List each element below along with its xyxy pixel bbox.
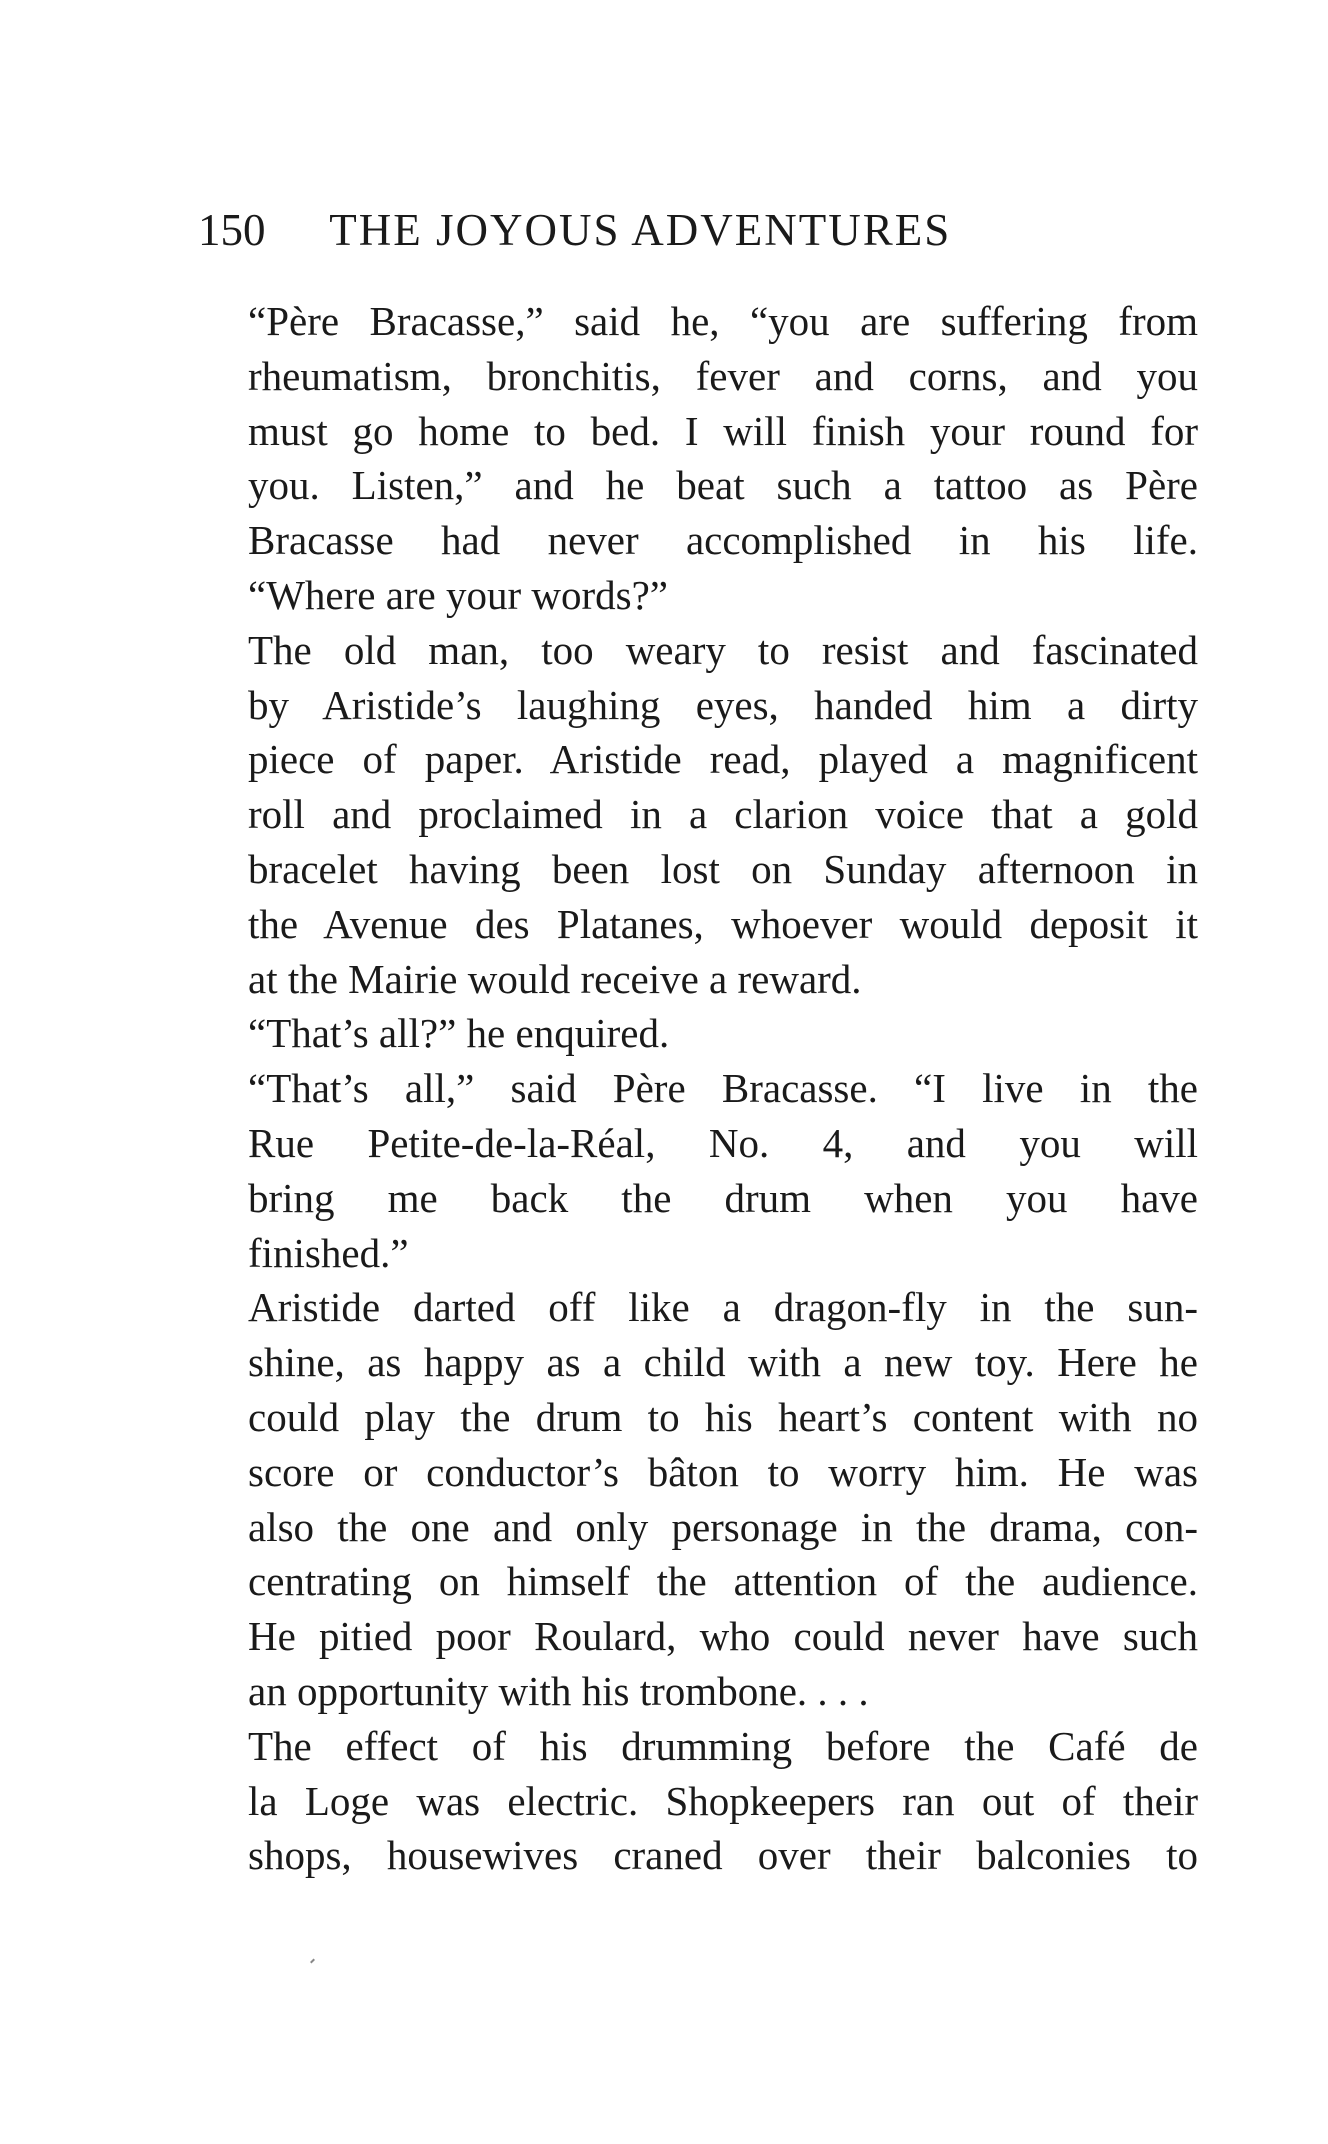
text-line: could play the drum to his heart’s content with no xyxy=(248,1393,1198,1440)
text-line: you. Listen,” and he beat such a tattoo as Père xyxy=(248,462,1198,509)
paragraph-3 xyxy=(198,1006,1198,1061)
text-line: score or conductor’s bâton to worry him. He was xyxy=(248,1448,1198,1495)
text-line: bracelet having been lost on Sunday afternoon in xyxy=(248,845,1198,892)
paragraph-6 xyxy=(198,1719,1198,1883)
text-line: la Loge was electric. Shopkeepers ran out of their xyxy=(248,1777,1198,1824)
paragraph-1 xyxy=(198,294,1198,623)
text-line: also the one and only personage in the drama, con- xyxy=(248,1503,1198,1550)
text-line: The old man, too weary to resist and fascinated xyxy=(248,626,1198,673)
paragraph-2 xyxy=(198,623,1198,1007)
text-line: shine, as happy as a child with a new toy. Here he xyxy=(248,1339,1198,1386)
running-title: THE JOYOUS ADVENTURES xyxy=(329,205,952,255)
text-line: He pitied poor Roulard, who could never have such xyxy=(248,1613,1198,1660)
text-line: an opportunity with his trombone. . . . xyxy=(248,1667,869,1714)
text-line: rheumatism, bronchitis, fever and corns, and you xyxy=(248,352,1198,399)
text-line: finished.” xyxy=(248,1229,409,1276)
page-header xyxy=(198,200,1198,260)
text-line: “That’s all,” said Père Bracasse. “I live in the xyxy=(248,1065,1198,1112)
paragraph-5 xyxy=(198,1280,1198,1718)
text-line: shops, housewives craned over their balconies to xyxy=(248,1832,1198,1879)
text-line: Bracasse had never accomplished in his life. xyxy=(248,517,1198,564)
text-line: the Avenue des Platanes, whoever would deposit it xyxy=(248,900,1198,947)
text-line: must go home to bed. I will finish your round for xyxy=(248,407,1198,454)
body-text xyxy=(198,294,1198,1883)
text-line: at the Mairie would receive a reward. xyxy=(248,955,862,1002)
text-line: The effect of his drumming before the Café de xyxy=(248,1722,1198,1769)
text-line: centrating on himself the attention of the audience. xyxy=(248,1558,1198,1605)
text-line: bring me back the drum when you have xyxy=(248,1174,1198,1221)
text-line: “Père Bracasse,” said he, “you are suffering from xyxy=(248,298,1198,344)
text-line: Rue Petite-de-la-Réal, No. 4, and you will xyxy=(248,1119,1198,1166)
text-line: by Aristide’s laughing eyes, handed him a dirty xyxy=(248,681,1198,728)
text-line: piece of paper. Aristide read, played a magnificent xyxy=(248,736,1198,783)
text-line: “That’s all?” he enquired. xyxy=(248,1010,670,1057)
text-line: “Where are your words?” xyxy=(248,571,669,618)
text-line: roll and proclaimed in a clarion voice that a gold xyxy=(248,791,1198,838)
stray-ink-mark xyxy=(310,1959,315,1964)
page-number: 150 xyxy=(198,205,266,255)
text-line: Aristide darted off like a dragon-fly in the sun- xyxy=(248,1284,1198,1331)
paragraph-4 xyxy=(198,1061,1198,1280)
